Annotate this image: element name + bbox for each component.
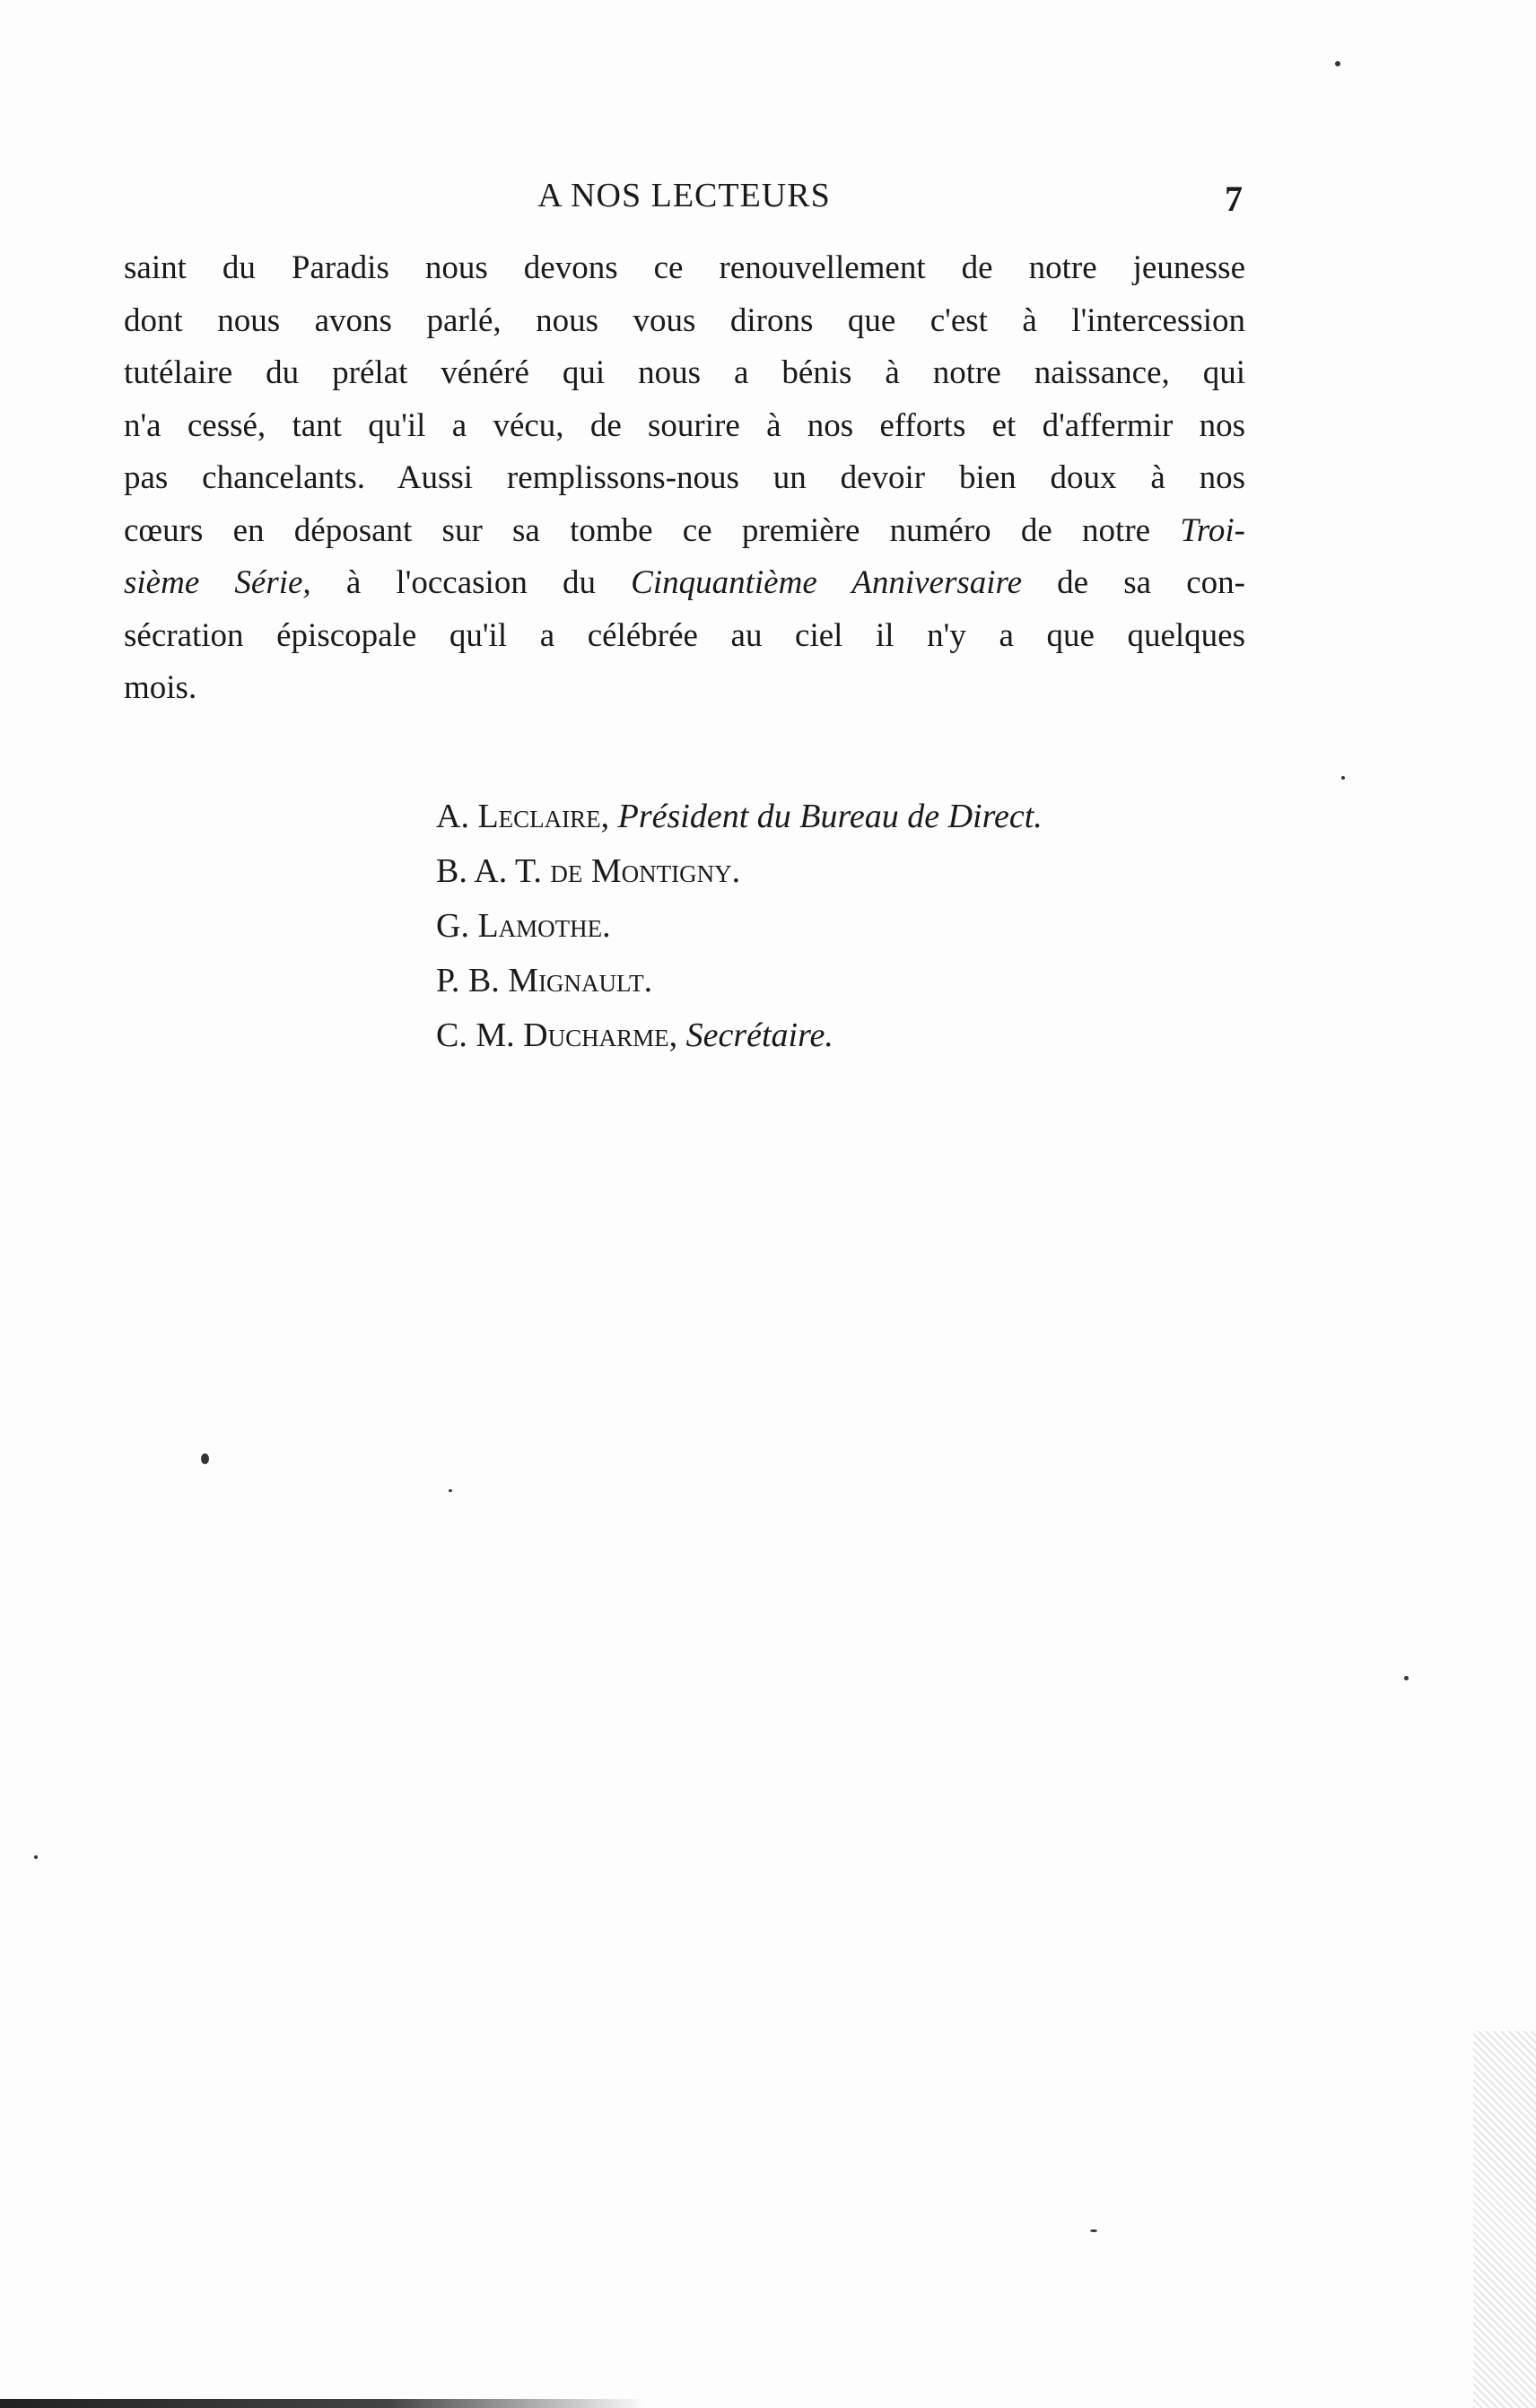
scan-speck bbox=[449, 1489, 452, 1492]
signature-initials: G. bbox=[436, 907, 478, 945]
signature-line bbox=[436, 954, 1043, 1008]
signature-end: . bbox=[643, 962, 653, 999]
signature-line bbox=[436, 844, 1043, 899]
scan-speck bbox=[1404, 1676, 1409, 1680]
paragraph-line: n'a cessé, tant qu'il a vécu, de sourire à nos efforts et d'affermir nos bbox=[124, 406, 1245, 444]
signature-initials: C. M. bbox=[436, 1016, 524, 1054]
signature-block bbox=[436, 790, 1043, 1063]
line-text: à l'occasion du bbox=[310, 564, 632, 601]
paragraph-line: saint du Paradis nous devons ce renouvellement de notre jeunesse bbox=[124, 249, 1245, 286]
scan-speck bbox=[1341, 776, 1345, 780]
signature-separator: , bbox=[668, 1016, 686, 1054]
italic-text: sième Série, bbox=[124, 564, 311, 601]
scan-speck bbox=[201, 1453, 209, 1464]
scan-speck bbox=[34, 1855, 38, 1859]
paragraph-line bbox=[124, 505, 1245, 558]
signature-line bbox=[436, 1008, 1043, 1063]
scan-edge-shadow bbox=[0, 2399, 646, 2408]
signature-name: Lamothe bbox=[477, 907, 603, 945]
signature-initials: P. B. bbox=[436, 962, 509, 999]
signature-end: . bbox=[602, 907, 611, 945]
signature-line bbox=[436, 790, 1043, 844]
signature-name: Ducharme bbox=[523, 1016, 669, 1054]
paragraph-line: mois. bbox=[124, 669, 197, 706]
scan-speck bbox=[1335, 61, 1340, 66]
signature-name: Leclaire bbox=[477, 798, 601, 835]
signature-separator: , bbox=[600, 798, 618, 835]
signature-title: Secrétaire. bbox=[685, 1016, 833, 1054]
signature-initials: B. A. T. bbox=[436, 852, 551, 890]
paragraph-line: dont nous avons parlé, nous vous dirons que c'est à l'intercession bbox=[124, 301, 1245, 339]
signature-title: Président du Bureau de Direct. bbox=[617, 798, 1043, 835]
italic-text: Troi- bbox=[1180, 511, 1245, 549]
page-number: 7 bbox=[1225, 179, 1243, 219]
running-title: A NOS LECTEURS bbox=[537, 177, 831, 214]
paragraph-line bbox=[124, 557, 1245, 610]
signature-line bbox=[436, 899, 1043, 954]
signature-name: Mignault bbox=[508, 962, 644, 999]
line-text: de sa con- bbox=[1022, 564, 1245, 601]
italic-text: Cinquantième Anniversaire bbox=[631, 564, 1022, 601]
signature-initials: A. bbox=[436, 798, 478, 835]
running-head bbox=[126, 176, 1243, 226]
signature-end: . bbox=[731, 852, 741, 890]
scan-speck bbox=[1090, 2229, 1097, 2232]
paragraph-line: tutélaire du prélat vénéré qui nous a bénis à notre naissance, qui bbox=[124, 354, 1245, 391]
paragraph-line: sécration épiscopale qu'il a célébrée au ciel il n'y a que quelques bbox=[124, 616, 1245, 654]
signature-name: de Montigny bbox=[550, 852, 732, 890]
body-paragraph bbox=[124, 242, 1245, 715]
paragraph-line: pas chancelants. Aussi remplissons-nous un devoir bien doux à nos bbox=[124, 459, 1245, 496]
scan-edge-noise bbox=[1473, 2031, 1536, 2408]
line-text: cœurs en déposant sur sa tombe ce première numéro de notre bbox=[124, 511, 1181, 549]
